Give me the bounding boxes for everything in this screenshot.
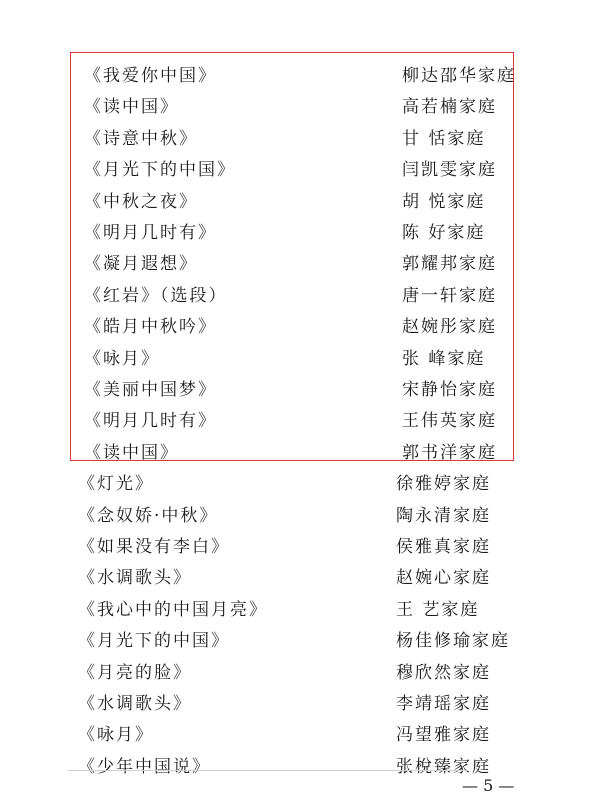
family-name: 郭耀邦家庭 <box>402 254 497 275</box>
family-name: 陶永清家庭 <box>396 505 491 526</box>
family-name: 宋静怡家庭 <box>402 380 497 400</box>
program-title: 《灯光》 <box>78 474 154 495</box>
program-title: 《少年中国说》 <box>78 756 211 777</box>
program-title: 《月光下的中国》 <box>78 631 230 652</box>
list-item <box>0 61 607 91</box>
list-item <box>0 752 607 782</box>
family-name: 甘 恬家庭 <box>402 128 486 149</box>
list-item <box>0 406 607 436</box>
family-name: 王 艺家庭 <box>396 599 480 620</box>
list-item <box>0 155 607 185</box>
list-item <box>0 563 607 593</box>
list-item <box>0 124 607 154</box>
list-item <box>0 281 607 311</box>
program-title: 《月亮的脸》 <box>78 662 192 683</box>
program-title: 《凝月遐想》 <box>84 254 198 275</box>
family-name: 侯雅真家庭 <box>396 537 491 557</box>
list-item <box>0 501 607 531</box>
family-name: 唐一轩家庭 <box>402 285 497 306</box>
program-title: 《皓月中秋吟》 <box>84 317 217 338</box>
program-title: 《诗意中秋》 <box>84 128 198 149</box>
program-title: 《水调歌头》 <box>78 568 192 589</box>
list-item <box>0 469 607 499</box>
list-item <box>0 658 607 688</box>
family-name: 闫凯雯家庭 <box>402 160 497 181</box>
program-title: 《念奴娇·中秋》 <box>78 505 219 526</box>
family-name: 郭书洋家庭 <box>402 442 497 463</box>
list-item <box>0 249 607 279</box>
program-title: 《我心中的中国月亮》 <box>78 599 268 620</box>
list-item <box>0 344 607 374</box>
program-title: 《明月几时有》 <box>84 411 217 432</box>
list-item <box>0 312 607 342</box>
list-item <box>0 375 607 405</box>
page-number: — 5 — <box>462 776 515 795</box>
program-title: 《读中国》 <box>84 97 179 118</box>
list-item <box>0 92 607 122</box>
family-name: 柳达邵华家庭 <box>402 66 516 86</box>
family-name: 赵婉心家庭 <box>396 568 491 589</box>
family-name: 李靖瑶家庭 <box>396 694 491 714</box>
list-item <box>0 689 607 719</box>
program-title: 《咏月》 <box>84 348 160 369</box>
list-item <box>0 218 607 248</box>
list-item <box>0 595 607 625</box>
family-name: 陈 好家庭 <box>402 223 486 243</box>
family-name: 赵婉彤家庭 <box>402 317 497 338</box>
footer-divider <box>68 770 468 771</box>
family-name: 高若楠家庭 <box>402 97 497 118</box>
program-title: 《美丽中国梦》 <box>84 380 217 400</box>
list-item <box>0 532 607 562</box>
program-title: 《咏月》 <box>78 725 154 746</box>
list-item <box>0 626 607 656</box>
list-item <box>0 438 607 468</box>
family-name: 冯望雅家庭 <box>396 725 491 746</box>
family-name: 张梲臻家庭 <box>396 756 491 777</box>
program-title: 《中秋之夜》 <box>84 191 198 212</box>
family-name: 徐雅婷家庭 <box>396 474 491 495</box>
family-name: 穆欣然家庭 <box>396 662 491 683</box>
family-name: 杨佳修瑜家庭 <box>396 631 510 652</box>
program-title: 《月光下的中国》 <box>84 160 236 181</box>
family-name: 胡 悦家庭 <box>402 191 486 212</box>
list-item <box>0 187 607 217</box>
program-title: 《读中国》 <box>84 442 179 463</box>
program-title: 《红岩》（选段） <box>84 285 228 306</box>
list-item <box>0 720 607 750</box>
family-name: 张 峰家庭 <box>402 348 486 369</box>
program-title: 《如果没有李白》 <box>78 537 230 557</box>
program-title: 《我爱你中国》 <box>84 66 217 86</box>
program-title: 《水调歌头》 <box>78 694 192 714</box>
program-title: 《明月几时有》 <box>84 223 217 243</box>
family-name: 王伟英家庭 <box>402 411 497 432</box>
